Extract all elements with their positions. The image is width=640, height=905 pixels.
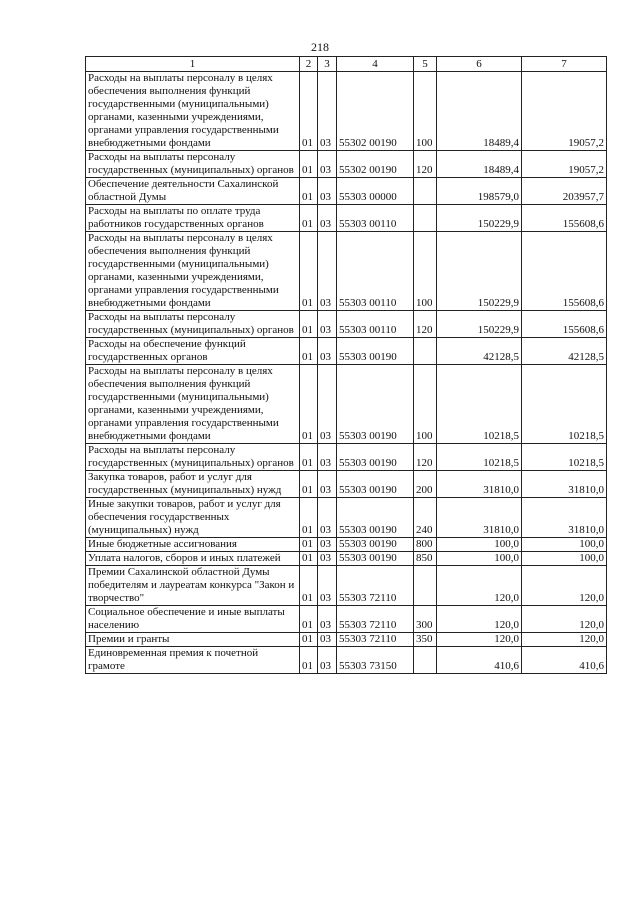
row-amount-year-2: 31810,0 [522, 498, 607, 538]
row-target-article: 55302 00190 [337, 72, 414, 151]
row-amount-year-1: 31810,0 [437, 471, 522, 498]
row-amount-year-1: 150229,9 [437, 205, 522, 232]
row-amount-year-1: 150229,9 [437, 232, 522, 311]
row-expense-type [414, 647, 437, 674]
header-col-2: 2 [300, 57, 318, 72]
table-row [86, 444, 607, 471]
row-target-article: 55303 72110 [337, 606, 414, 633]
row-section: 01 [300, 178, 318, 205]
row-target-article: 55303 00110 [337, 232, 414, 311]
row-section: 01 [300, 232, 318, 311]
table-row [86, 471, 607, 498]
row-expense-type: 240 [414, 498, 437, 538]
row-name: Обеспечение деятельности Сахалинской областной Думы [86, 178, 300, 205]
row-amount-year-1: 120,0 [437, 566, 522, 606]
row-amount-year-2: 42128,5 [522, 338, 607, 365]
row-amount-year-2: 19057,2 [522, 72, 607, 151]
row-amount-year-2: 155608,6 [522, 232, 607, 311]
row-name: Расходы на выплаты персоналу в целях обеспечения выполнения функций государственными (муниципальными) органами, казенными учреждениями, органами управления государственными внебюджетными фондами [86, 232, 300, 311]
budget-table [85, 56, 607, 674]
row-target-article: 55303 00000 [337, 178, 414, 205]
row-amount-year-1: 10218,5 [437, 365, 522, 444]
row-amount-year-2: 203957,7 [522, 178, 607, 205]
row-amount-year-1: 100,0 [437, 552, 522, 566]
row-subsection: 03 [318, 606, 337, 633]
header-col-3: 3 [318, 57, 337, 72]
table-row [86, 633, 607, 647]
header-col-1: 1 [86, 57, 300, 72]
row-name: Премии и гранты [86, 633, 300, 647]
row-expense-type: 100 [414, 232, 437, 311]
row-section: 01 [300, 647, 318, 674]
row-expense-type [414, 566, 437, 606]
row-subsection: 03 [318, 205, 337, 232]
row-amount-year-1: 100,0 [437, 538, 522, 552]
row-subsection: 03 [318, 552, 337, 566]
row-name: Расходы на выплаты персоналу государственных (муниципальных) органов [86, 444, 300, 471]
row-name: Иные бюджетные ассигнования [86, 538, 300, 552]
row-expense-type: 120 [414, 444, 437, 471]
row-amount-year-1: 18489,4 [437, 72, 522, 151]
header-col-6: 6 [437, 57, 522, 72]
row-name: Закупка товаров, работ и услуг для государственных (муниципальных) нужд [86, 471, 300, 498]
row-name: Расходы на выплаты персоналу в целях обеспечения выполнения функций государственными (муниципальными) органами, казенными учреждениями, органами управления государственными внебюджетными фондами [86, 72, 300, 151]
row-target-article: 55303 00190 [337, 552, 414, 566]
row-subsection: 03 [318, 178, 337, 205]
row-expense-type [414, 178, 437, 205]
row-section: 01 [300, 444, 318, 471]
row-target-article: 55303 00190 [337, 538, 414, 552]
row-amount-year-2: 410,6 [522, 647, 607, 674]
row-amount-year-2: 19057,2 [522, 151, 607, 178]
row-amount-year-1: 31810,0 [437, 498, 522, 538]
row-expense-type [414, 338, 437, 365]
row-subsection: 03 [318, 647, 337, 674]
row-section: 01 [300, 606, 318, 633]
row-section: 01 [300, 311, 318, 338]
row-target-article: 55303 73150 [337, 647, 414, 674]
table-row [86, 178, 607, 205]
row-section: 01 [300, 471, 318, 498]
row-expense-type [414, 205, 437, 232]
row-expense-type: 350 [414, 633, 437, 647]
table-row [86, 606, 607, 633]
row-target-article: 55302 00190 [337, 151, 414, 178]
row-amount-year-1: 410,6 [437, 647, 522, 674]
table-row [86, 338, 607, 365]
row-target-article: 55303 00190 [337, 498, 414, 538]
row-target-article: 55303 00190 [337, 365, 414, 444]
header-col-7: 7 [522, 57, 607, 72]
header-col-5: 5 [414, 57, 437, 72]
row-section: 01 [300, 538, 318, 552]
row-subsection: 03 [318, 471, 337, 498]
table-row [86, 311, 607, 338]
table-row [86, 232, 607, 311]
row-amount-year-2: 155608,6 [522, 311, 607, 338]
row-section: 01 [300, 365, 318, 444]
row-subsection: 03 [318, 538, 337, 552]
row-name: Расходы на выплаты по оплате труда работников государственных органов [86, 205, 300, 232]
row-amount-year-2: 100,0 [522, 552, 607, 566]
row-expense-type: 800 [414, 538, 437, 552]
row-amount-year-1: 120,0 [437, 606, 522, 633]
row-target-article: 55303 00190 [337, 444, 414, 471]
row-section: 01 [300, 498, 318, 538]
row-expense-type: 100 [414, 72, 437, 151]
row-target-article: 55303 00110 [337, 205, 414, 232]
row-subsection: 03 [318, 151, 337, 178]
row-amount-year-2: 120,0 [522, 633, 607, 647]
row-section: 01 [300, 552, 318, 566]
row-subsection: 03 [318, 444, 337, 471]
row-subsection: 03 [318, 338, 337, 365]
row-target-article: 55303 72110 [337, 633, 414, 647]
row-expense-type: 850 [414, 552, 437, 566]
row-name: Уплата налогов, сборов и иных платежей [86, 552, 300, 566]
table-row [86, 72, 607, 151]
row-target-article: 55303 00190 [337, 471, 414, 498]
row-target-article: 55303 72110 [337, 566, 414, 606]
table-row [86, 566, 607, 606]
row-name: Расходы на выплаты персоналу государственных (муниципальных) органов [86, 151, 300, 178]
row-target-article: 55303 00110 [337, 311, 414, 338]
row-expense-type: 200 [414, 471, 437, 498]
row-expense-type: 120 [414, 311, 437, 338]
row-amount-year-1: 150229,9 [437, 311, 522, 338]
row-section: 01 [300, 205, 318, 232]
row-subsection: 03 [318, 232, 337, 311]
row-amount-year-1: 18489,4 [437, 151, 522, 178]
row-name: Социальное обеспечение и иные выплаты населению [86, 606, 300, 633]
row-name: Расходы на обеспечение функций государственных органов [86, 338, 300, 365]
table-row [86, 538, 607, 552]
row-amount-year-2: 155608,6 [522, 205, 607, 232]
table-row [86, 151, 607, 178]
row-amount-year-2: 31810,0 [522, 471, 607, 498]
table-row [86, 498, 607, 538]
row-section: 01 [300, 151, 318, 178]
row-amount-year-1: 10218,5 [437, 444, 522, 471]
page-number: 218 [311, 40, 329, 54]
table-row [86, 647, 607, 674]
row-section: 01 [300, 72, 318, 151]
row-section: 01 [300, 633, 318, 647]
row-expense-type: 120 [414, 151, 437, 178]
table-row [86, 365, 607, 444]
row-name: Расходы на выплаты персоналу государственных (муниципальных) органов [86, 311, 300, 338]
row-amount-year-1: 42128,5 [437, 338, 522, 365]
row-subsection: 03 [318, 365, 337, 444]
row-expense-type: 100 [414, 365, 437, 444]
row-amount-year-2: 120,0 [522, 566, 607, 606]
row-amount-year-2: 10218,5 [522, 444, 607, 471]
row-subsection: 03 [318, 566, 337, 606]
row-amount-year-1: 120,0 [437, 633, 522, 647]
row-target-article: 55303 00190 [337, 338, 414, 365]
row-amount-year-1: 198579,0 [437, 178, 522, 205]
row-subsection: 03 [318, 498, 337, 538]
table-header-row [86, 57, 607, 72]
row-section: 01 [300, 338, 318, 365]
table-row [86, 205, 607, 232]
row-name: Расходы на выплаты персоналу в целях обеспечения выполнения функций государственными (муниципальными) органами, казенными учреждениями, органами управления государственными внебюджетными фондами [86, 365, 300, 444]
row-amount-year-2: 10218,5 [522, 365, 607, 444]
row-subsection: 03 [318, 72, 337, 151]
table-row [86, 552, 607, 566]
row-name: Иные закупки товаров, работ и услуг для обеспечения государственных (муниципальных) нужд [86, 498, 300, 538]
header-col-4: 4 [337, 57, 414, 72]
row-subsection: 03 [318, 311, 337, 338]
row-amount-year-2: 100,0 [522, 538, 607, 552]
row-section: 01 [300, 566, 318, 606]
row-subsection: 03 [318, 633, 337, 647]
row-amount-year-2: 120,0 [522, 606, 607, 633]
row-expense-type: 300 [414, 606, 437, 633]
row-name: Единовременная премия к почетной грамоте [86, 647, 300, 674]
row-name: Премии Сахалинской областной Думы победителям и лауреатам конкурса "Закон и творчество" [86, 566, 300, 606]
